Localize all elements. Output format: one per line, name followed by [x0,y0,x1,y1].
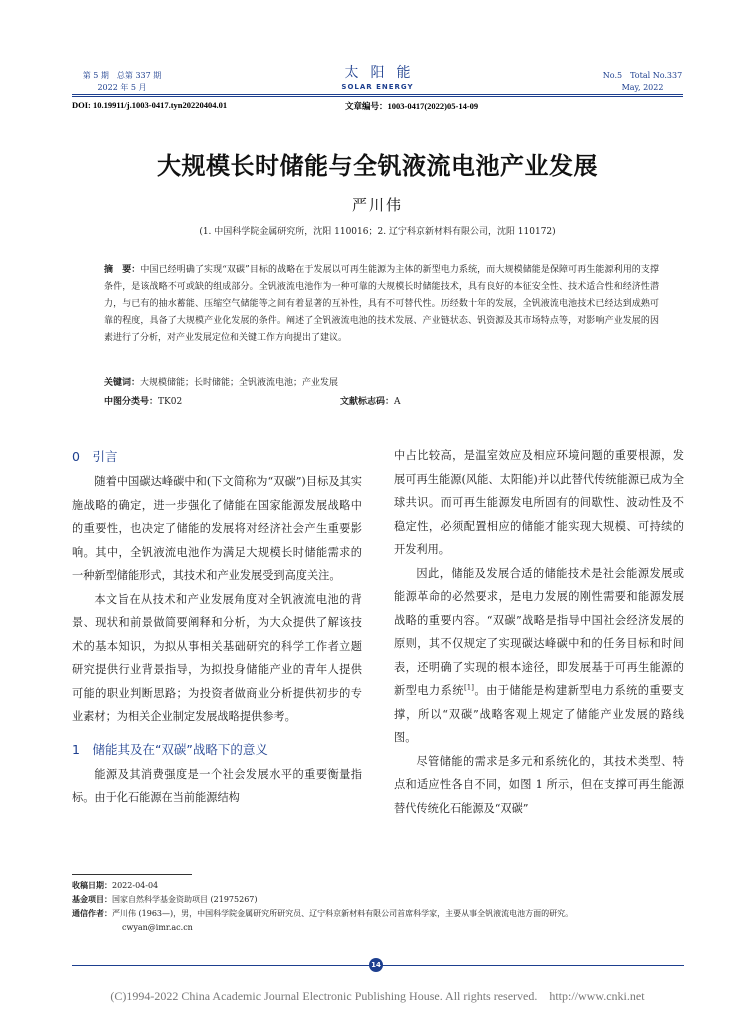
abstract-text: 中国已经明确了实现“双碳”目标的战略在于发展以可再生能源为主体的新型电力系统，而大规模储能是保障可再生能源利用的支撑条件，是该战略不可或缺的组成部分。全钒液流电池作为一种可靠的大规模长时储能技术，具有良好的本征安全性、技术适合性和经济性潜力，与已有的抽水蓄能、压缩空气储能等之间有着显著的互补性，具有不可替代性。历经数十年的发展，全钒液流电池技术已经达到成熟可靠的程度，具备了大规模产业化发展的条件。阐述了全钒液流电池的技术发展、产业链状态、钒资源及其市场特点等，对影响产业发展的因素进行了分析，对产业发展定位和关键工作方向提出了建议。 [104,265,659,343]
received-label: 收稿日期： [72,881,112,890]
header-rule-top [72,94,683,95]
section-heading-intro: 0 引言 [72,449,118,464]
abstract [104,262,659,347]
keywords-label: 关键词： [104,378,141,388]
author-affiliation: (1. 中国科学院金属研究所，沈阳 110016；2. 辽宁科京新材料有限公司，沈阳 110172) [199,227,556,237]
issue-number-en: No.5 Total No.337 [602,71,683,80]
article-number: 文章编号：1003-0417(2022)05-14-09 [345,101,479,111]
author-name: 严川伟 [351,196,403,214]
paragraph: 尽管储能的需求是多元和系统化的，其技术类型、特点和适应性各自不同，如图 1 所示，但在支撑可再生能源替代传统化石能源及“双碳” [394,754,684,815]
journal-name [300,64,455,92]
citation-ref[interactable]: [1] [464,683,474,692]
section-heading-1: 1 储能其及在“双碳”战略下的意义 [72,741,268,757]
abstract-label: 摘 要： [104,265,141,275]
issue-date-cn: 2022 年 5 月 [97,83,147,92]
keywords [104,375,338,388]
author-email[interactable]: cwyan@imr.ac.cn [122,923,193,932]
fund-label: 基金项目： [72,895,112,904]
doc-code-value: A [394,397,401,407]
issue-number-cn: 第 5 期 总第 337 期 [82,71,162,80]
paragraph-text: 因此，储能及发展合适的储能技术是社会能源发展或能源革命的必然要求，是电力发展的刚性需要和能源发展战略的重要内容。“双碳”战略是指导中国社会经济发展的原则，其不仅规定了实现碳达峰碳中和的任务目标和时间表，还明确了实现的根本途径，即发展基于可再生能源的新型电力系统 [394,566,684,697]
page-number: 14 [369,958,383,972]
corresponding-author-info: 严川伟 (1963—)，男，中国科学院金属研究所研究员、辽宁科京新材料有限公司首席科学家，主要从事全钒液流电池方面的研究。 [112,909,574,918]
issue-date-en: May, 2022 [621,83,664,92]
body-column-right [394,444,684,820]
paragraph: 随着中国碳达峰碳中和(下文简称为“双碳”)目标及其实施战略的确定，进一步强化了储能在国家能源发展战略中的重要性，也决定了储能的发展将对经济社会产生重要影响。其中，全钒液流电池作为满足大规模长时储能需求的一种新型储能形式，其技术和产业发展受到高度关注。 [72,475,362,582]
classification [104,394,401,407]
doc-code-label: 文献标志码： [340,397,395,407]
fund-value: 国家自然科学基金资助项目 (21975267) [112,895,258,904]
received-date: 2022-04-04 [112,881,159,890]
clc-label: 中图分类号： [104,397,159,407]
paragraph: 能源及其消费强度是一个社会发展水平的重要衡量指标。由于化石能源在当前能源结构 [72,767,362,804]
header-rule-bottom [72,96,683,97]
journal-name-en: SOLAR ENERGY [341,83,414,91]
keywords-text: 大规模储能；长时储能；全钒液流电池；产业发展 [140,378,339,388]
paragraph-text: 。由于储能是构建新型电力系统的重要支撑，所以“双碳”战略客观上规定了储能产业发展的路线图。 [394,684,684,744]
footnote [72,879,684,935]
corresponding-author-label: 通信作者： [72,909,112,918]
clc-value: TK02 [158,397,183,407]
body-column-left [72,444,362,810]
footnote-rule [72,874,192,875]
doi: DOI: 10.19911/j.1003-0417.tyn20220404.01 [72,100,228,110]
paragraph: 本文旨在从技术和产业发展角度对全钒液流电池的背景、现状和前景做简要阐释和分析，为大众提供了解该技术的基本知识，为拟从事相关基础研究的科学工作者立题研究提供行业背景指导，为拟投身储能产业的青年人提供可能的职业判断思路；为投资者做商业分析提供初步的专业素材；为相关企业制定发展战略提供参考。 [72,592,362,723]
issue-info-left [72,70,172,94]
paper-title: 大规模长时储能与全钒液流电池产业发展 [157,152,598,180]
paragraph [394,562,684,750]
journal-name-cn: 太阳能 [344,65,423,81]
paragraph: 中占比较高，是温室效应及相应环境问题的重要根源，发展可再生能源(风能、太阳能)并以此替代传统能源已成为全球共识。而可再生能源发电所固有的间歇性、波动性及不稳定性，必须配置相应的储能才能实现大规模、可持续的开发利用。 [394,449,684,556]
issue-info-right [600,70,685,94]
copyright-notice: (C)1994-2022 China Academic Journal Electronic Publishing House. All rights reserved. http://www.cnki.net [110,989,645,1003]
